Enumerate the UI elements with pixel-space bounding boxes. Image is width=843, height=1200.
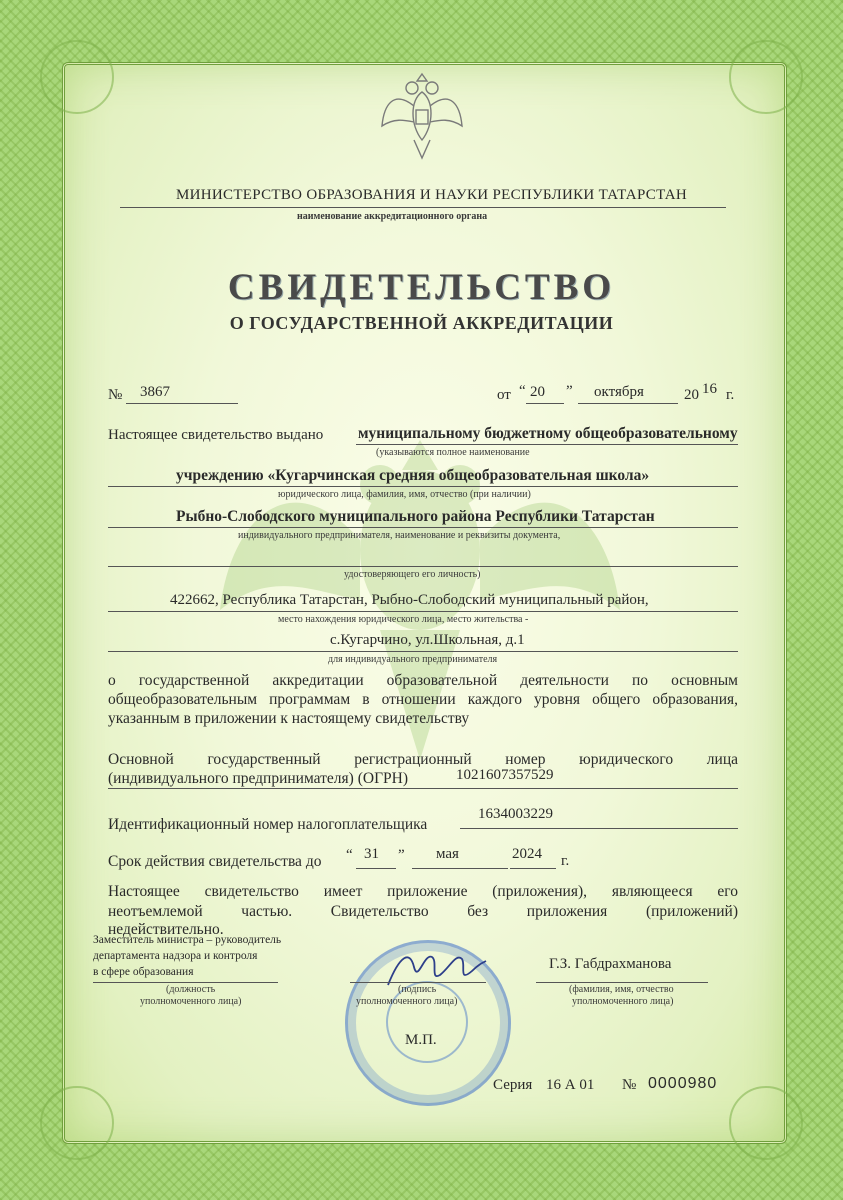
caption: место нахождения юридического лица, место жительства - <box>278 614 529 625</box>
appendix-text-line: недействительно. <box>108 921 224 938</box>
caption: юридического лица, фамилия, имя, отчество (при наличии) <box>278 489 531 500</box>
appendix-text-line: неотъемлемой частью. Свидетельство без приложения (приложений) <box>108 903 738 920</box>
underline <box>536 982 708 983</box>
caption: индивидуального предпринимателя, наименование и реквизиты документа, <box>238 530 561 541</box>
date-year-prefix: 20 <box>684 387 699 403</box>
underline <box>356 868 396 869</box>
date-day: 20 <box>530 384 545 400</box>
caption: удостоверяющего его личность) <box>344 569 481 580</box>
corner-ornament <box>729 1086 803 1160</box>
underline <box>510 868 556 869</box>
date-from-label: от <box>497 387 511 403</box>
inn-label: Идентификационный номер налогоплательщика <box>108 816 428 833</box>
address-line2: с.Кугарчино, ул.Школьная, д.1 <box>330 632 525 648</box>
ministry-name: МИНИСТЕРСТВО ОБРАЗОВАНИЯ И НАУКИ РЕСПУБЛИКИ ТАТАРСТАН <box>176 187 688 203</box>
date-suffix: г. <box>726 387 735 403</box>
appendix-text-line: Настоящее свидетельство имеет приложение (приложения), являющееся его <box>108 883 738 900</box>
corner-ornament <box>40 40 114 114</box>
issued-name-line2: учреждению «Кугарчинская средняя общеобразовательная школа» <box>176 467 650 484</box>
underline <box>412 868 508 869</box>
underline <box>108 486 738 487</box>
underline <box>578 403 678 404</box>
date-month: октября <box>594 384 644 400</box>
series-label: Серия <box>493 1077 533 1093</box>
validity-quote-open: “ <box>346 847 353 863</box>
date-quote-close: ” <box>566 383 573 399</box>
series-number: 0000980 <box>648 1075 718 1092</box>
validity-quote-close: ” <box>398 847 405 863</box>
underline <box>93 982 278 983</box>
date-year-suffix: 16 <box>702 381 717 397</box>
issued-name-line3: Рыбно-Слободского муниципального района Республики Татарстан <box>176 508 655 525</box>
accreditation-text-line: о государственной аккредитации образовательной деятельности по основным <box>108 672 738 689</box>
ogrn-label-line2: (индивидуального предпринимателя) (ОГРН) <box>108 770 409 787</box>
ministry-caption: наименование аккредитационного органа <box>297 211 488 222</box>
certificate-title: СВИДЕТЕЛЬСТВО <box>227 267 616 308</box>
validity-day: 31 <box>364 846 379 862</box>
signatory-name: Г.З. Габдрахманова <box>549 956 672 972</box>
date-quote-open: “ <box>519 383 526 399</box>
coat-of-arms-icon <box>380 70 464 162</box>
inn-value: 1634003229 <box>478 806 553 822</box>
underline <box>350 982 486 983</box>
underline <box>460 828 738 829</box>
validity-label: Срок действия свидетельства до <box>108 853 322 870</box>
underline <box>108 651 738 652</box>
validity-suffix: г. <box>561 853 570 869</box>
accreditation-text-line: общеобразовательным программам в отношении каждого уровня общего образования, <box>108 691 738 708</box>
underline <box>108 566 738 567</box>
validity-month: мая <box>436 846 459 862</box>
underline <box>108 788 738 789</box>
corner-ornament <box>40 1086 114 1160</box>
corner-ornament <box>729 40 803 114</box>
signatory-position: Заместитель министра – руководитель <box>93 934 282 946</box>
number-label: № <box>108 387 123 403</box>
signature-caption: (подпись <box>398 984 437 995</box>
underline <box>108 611 738 612</box>
position-caption: (должность <box>166 984 216 995</box>
underline <box>126 403 238 404</box>
signatory-position: в сфере образования <box>93 966 194 978</box>
seal-place-label: М.П. <box>405 1032 437 1048</box>
underline <box>526 403 564 404</box>
issued-intro: Настоящее свидетельство выдано <box>108 427 324 443</box>
series-number-label: № <box>622 1077 637 1093</box>
address-line1: 422662, Республика Татарстан, Рыбно-Слободский муниципальный район, <box>170 592 649 608</box>
name-caption: уполномоченного лица) <box>572 996 674 1007</box>
caption: (указываются полное наименование <box>376 447 530 458</box>
certificate-number: 3867 <box>140 384 170 400</box>
signature-caption: уполномоченного лица) <box>356 996 458 1007</box>
underline <box>356 444 738 445</box>
position-caption: уполномоченного лица) <box>140 996 242 1007</box>
accreditation-text-line: указанным в приложении к настоящему свидетельству <box>108 710 470 727</box>
series-value: 16 А 01 <box>546 1077 595 1093</box>
validity-year: 2024 <box>512 846 542 862</box>
issued-name-line1: муниципальному бюджетному общеобразовательному <box>358 425 738 442</box>
underline <box>108 527 738 528</box>
signatory-position: департамента надзора и контроля <box>93 950 258 962</box>
name-caption: (фамилия, имя, отчество <box>569 984 674 995</box>
certificate-subtitle: О ГОСУДАРСТВЕННОЙ АККРЕДИТАЦИИ <box>229 313 614 333</box>
caption: для индивидуального предпринимателя <box>328 654 498 665</box>
underline <box>120 207 726 208</box>
ogrn-label-line1: Основной государственный регистрационный номер юридического лица <box>108 751 738 768</box>
ogrn-value: 1021607357529 <box>456 767 554 783</box>
